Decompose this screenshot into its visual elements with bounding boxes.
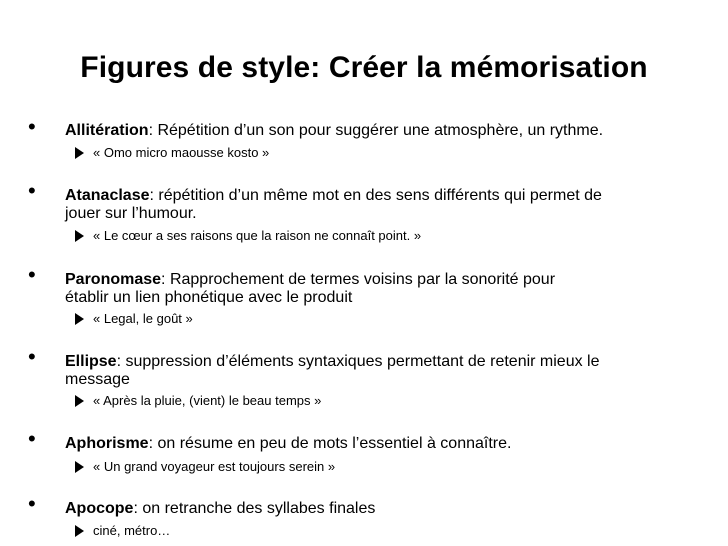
arrow-bullet-icon [75,395,84,407]
arrow-bullet-icon [75,461,84,473]
slide-title: Figures de style: Créer la mémorisation [80,51,648,84]
arrow-bullet-icon [75,313,84,325]
definition-text: : Répétition d’un son pour suggérer une atmosphère, un rythme. [148,122,604,139]
arrow-bullet-icon [75,525,84,537]
term-label: Atanaclase [65,187,150,204]
item-main-text [65,271,685,307]
item-main-text [65,353,685,389]
example-text: « Legal, le goût » [93,311,193,326]
term-label: Paronomase [65,271,162,288]
term-label: Apocope [65,500,134,517]
item-main-text [65,435,685,453]
example-text: « Omo micro maousse kosto » [93,145,270,160]
bullet-icon: • [28,262,36,287]
item-main-text [65,187,685,223]
example-text: « Le cœur a ses raisons que la raison ne connaît point. » [93,228,422,243]
bullet-icon: • [28,491,36,516]
definition-line-2: jouer sur l’humour. [65,205,197,222]
definition-text: : répétition d’un même mot en des sens différents qui permet de [149,187,602,204]
definition-line-1 [65,353,685,371]
item-main-text [65,122,685,140]
term-label: Allitération [65,122,149,139]
definition-line-1 [65,187,685,205]
arrow-bullet-icon [75,230,84,242]
item-main-text [65,500,685,518]
example-line [75,459,695,475]
definition-text: : Rapprochement de termes voisins par la sonorité pour [161,271,556,288]
definition-line-2: établir un lien phonétique avec le produit [65,289,353,306]
example-line [75,228,695,244]
example-line [75,393,695,409]
definition-text: : suppression d’éléments syntaxiques permettant de retenir mieux le [116,353,600,370]
bullet-icon: • [28,114,36,139]
term-label: Ellipse [65,353,117,370]
example-text: « Un grand voyageur est toujours serein » [93,459,336,474]
bullet-icon: • [28,426,36,451]
definition-line-1 [65,271,685,289]
term-label: Aphorisme [65,435,149,452]
bullet-icon: • [28,178,36,203]
arrow-bullet-icon [75,147,84,159]
example-text: « Après la pluie, (vient) le beau temps » [93,393,322,408]
example-text: ciné, métro… [93,523,171,538]
example-line [75,145,695,161]
definition-text: : on retranche des syllabes finales [133,500,376,517]
definition-text: : on résume en peu de mots l’essentiel à connaître. [148,435,512,452]
bullet-icon: • [28,344,36,369]
definition-line-2: message [65,371,130,388]
example-line [75,311,695,327]
example-line [75,523,695,539]
